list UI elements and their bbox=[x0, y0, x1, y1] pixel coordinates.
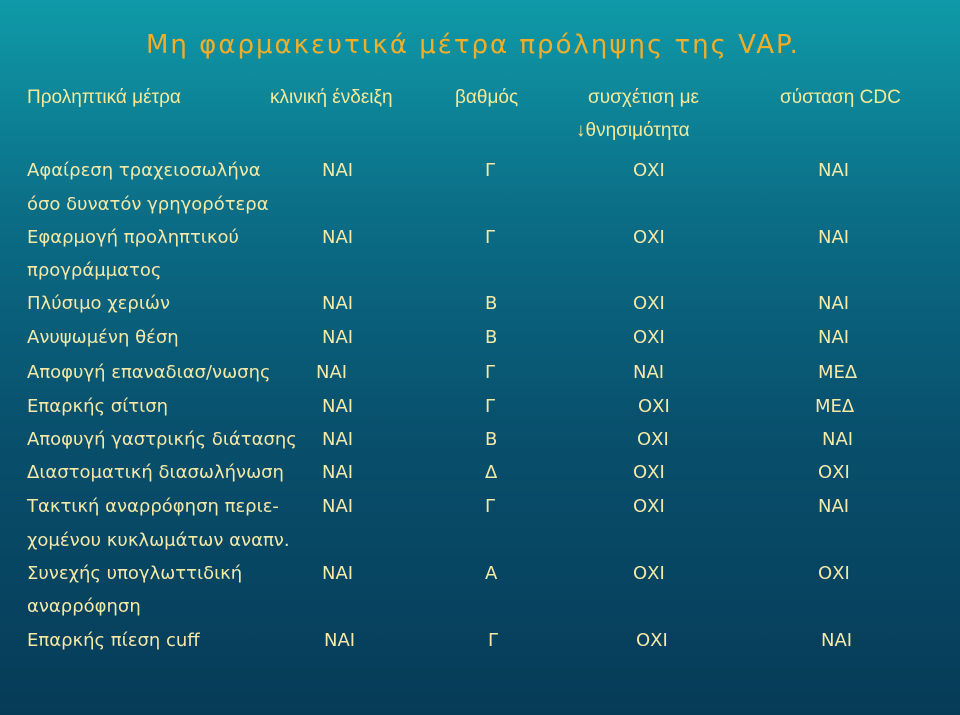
table-row bbox=[0, 462, 960, 492]
indication-cell: ΝΑΙ bbox=[322, 429, 354, 450]
cdc-cell: ΟΧΙ bbox=[818, 462, 850, 483]
measure-cell: αναρρόφηση bbox=[27, 596, 141, 617]
measure-cell: προγράμματος bbox=[27, 260, 162, 281]
table-row bbox=[0, 496, 960, 526]
table-row bbox=[0, 563, 960, 593]
slide-title: Μη φαρμακευτικά μέτρα πρόληψης της VAP. bbox=[146, 30, 800, 60]
grade-cell: Γ bbox=[485, 396, 496, 417]
mortality-cell: ΟΧΙ bbox=[633, 160, 665, 181]
indication-cell: ΝΑΙ bbox=[322, 293, 354, 314]
measure-cell: Επαρκής πίεση cuff bbox=[27, 630, 200, 651]
measure-cell: Αποφυγή γαστρικής διάτασης bbox=[27, 429, 297, 450]
table-row bbox=[0, 362, 960, 392]
mortality-cell: ΟΧΙ bbox=[633, 227, 665, 248]
table-row bbox=[0, 596, 960, 626]
indication-cell: ΝΑΙ bbox=[324, 630, 356, 651]
cdc-cell: ΝΑΙ bbox=[818, 496, 850, 517]
measure-cell: Ανυψωμένη θέση bbox=[27, 327, 179, 348]
header-cdc-recommendation: σύσταση CDC bbox=[780, 87, 901, 108]
grade-cell: Α bbox=[485, 563, 498, 584]
cdc-cell: ΝΑΙ bbox=[818, 227, 850, 248]
table-row bbox=[0, 630, 960, 660]
indication-cell: ΝΑΙ bbox=[322, 396, 354, 417]
measure-cell: Αποφυγή επαναδιασ/νωσης bbox=[27, 362, 271, 383]
table-row bbox=[0, 260, 960, 290]
measure-cell: Αφαίρεση τραχειοσωλήνα bbox=[27, 160, 261, 181]
header-mortality-association: συσχέτιση με bbox=[588, 87, 700, 108]
table-row bbox=[0, 327, 960, 357]
table-row bbox=[0, 293, 960, 323]
cdc-cell: ΜΕΔ bbox=[818, 362, 858, 383]
indication-cell: ΝΑΙ bbox=[322, 327, 354, 348]
table-row bbox=[0, 227, 960, 257]
header-clinical-indication: κλινική ένδειξη bbox=[270, 87, 393, 108]
cdc-cell: ΝΑΙ bbox=[818, 293, 850, 314]
grade-cell: Β bbox=[485, 429, 498, 450]
measure-cell: Τακτική αναρρόφηση περιε- bbox=[27, 496, 279, 517]
mortality-cell: ΟΧΙ bbox=[633, 462, 665, 483]
measure-cell: Επαρκής σίτιση bbox=[27, 396, 169, 417]
grade-cell: Γ bbox=[485, 496, 496, 517]
grade-cell: Γ bbox=[485, 160, 496, 181]
grade-cell: Β bbox=[485, 327, 498, 348]
mortality-cell: ΟΧΙ bbox=[633, 496, 665, 517]
indication-cell: ΝΑΙ bbox=[322, 563, 354, 584]
measure-cell: Πλύσιμο χεριών bbox=[27, 293, 171, 314]
cdc-cell: ΜΕΔ bbox=[815, 396, 855, 417]
mortality-cell: ΟΧΙ bbox=[633, 563, 665, 584]
grade-cell: Γ bbox=[488, 630, 499, 651]
measure-cell: χομένου κυκλωμάτων αναπν. bbox=[27, 530, 290, 551]
cdc-cell: ΝΑΙ bbox=[822, 429, 854, 450]
table-row bbox=[0, 396, 960, 426]
measure-cell: Διαστοματική διασωλήνωση bbox=[27, 462, 284, 483]
indication-cell: ΝΑΙ bbox=[322, 496, 354, 517]
indication-cell: ΝΑΙ bbox=[322, 160, 354, 181]
measure-cell: Συνεχής υπογλωττιδική bbox=[27, 563, 243, 584]
mortality-cell: ΟΧΙ bbox=[638, 396, 670, 417]
grade-cell: Δ bbox=[485, 462, 498, 483]
measure-cell: Εφαρμογή προληπτικού bbox=[27, 227, 239, 248]
mortality-cell: ΟΧΙ bbox=[633, 327, 665, 348]
mortality-cell: ΟΧΙ bbox=[637, 429, 669, 450]
table-row bbox=[0, 429, 960, 459]
indication-cell: ΝΑΙ bbox=[322, 227, 354, 248]
header-grade: βαθμός bbox=[455, 87, 519, 108]
indication-cell: ΝΑΙ bbox=[322, 462, 354, 483]
grade-cell: Γ bbox=[485, 227, 496, 248]
mortality-cell: ΟΧΙ bbox=[636, 630, 668, 651]
mortality-cell: ΟΧΙ bbox=[633, 293, 665, 314]
cdc-cell: ΝΑΙ bbox=[821, 630, 853, 651]
header-preventive-measures: Προληπτικά μέτρα bbox=[27, 87, 181, 108]
table-row bbox=[0, 530, 960, 560]
grade-cell: Β bbox=[485, 293, 498, 314]
cdc-cell: ΝΑΙ bbox=[818, 327, 850, 348]
table-row bbox=[0, 160, 960, 190]
cdc-cell: ΟΧΙ bbox=[818, 563, 850, 584]
mortality-cell: ΝΑΙ bbox=[633, 362, 665, 383]
measure-cell: όσο δυνατόν γρηγορότερα bbox=[27, 194, 269, 215]
cdc-cell: ΝΑΙ bbox=[818, 160, 850, 181]
indication-cell: ΝΑΙ bbox=[316, 362, 348, 383]
header-mortality-decrease: ↓θνησιμότητα bbox=[576, 120, 690, 141]
grade-cell: Γ bbox=[485, 362, 496, 383]
table-row bbox=[0, 194, 960, 224]
